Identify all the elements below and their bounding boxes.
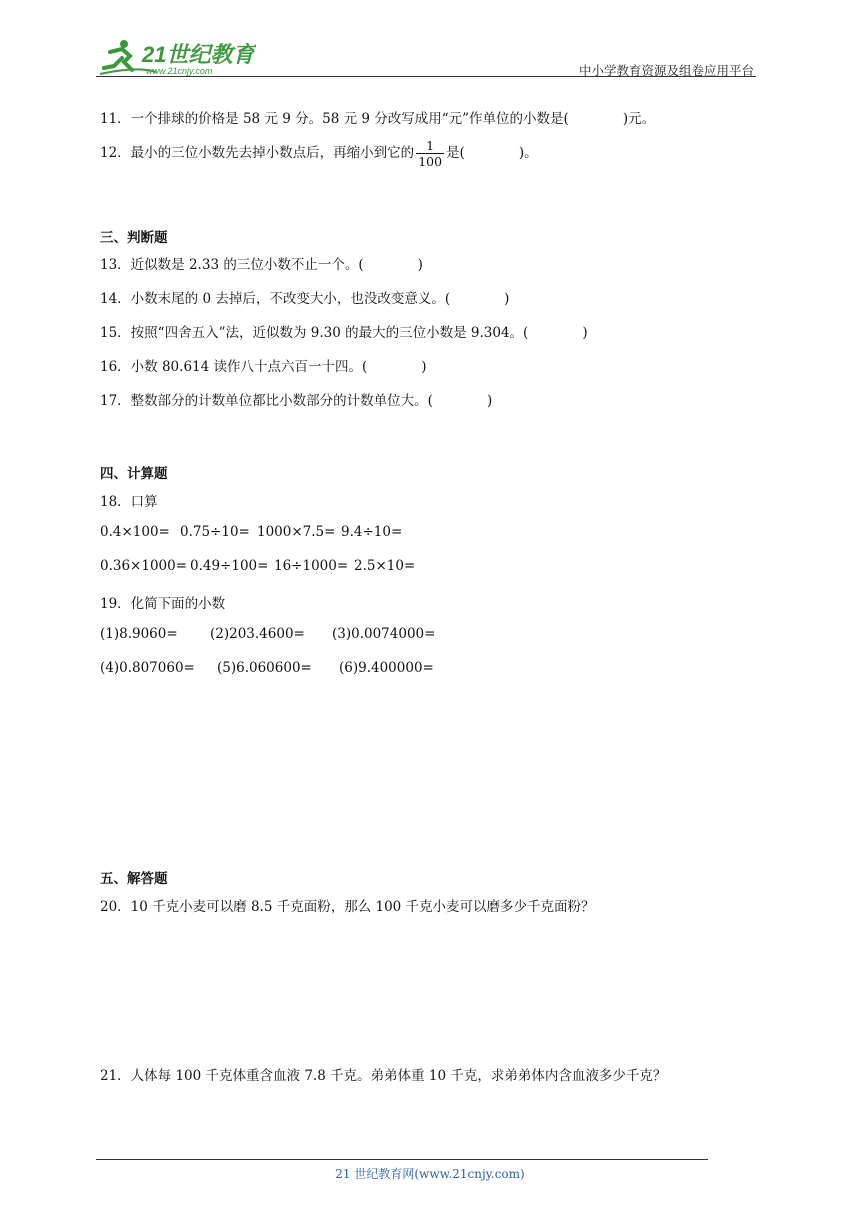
oral-calc-row-2	[100, 558, 415, 574]
calc-item: 1000×7.5=	[257, 524, 336, 540]
question-21: 21．人体每 100 千克体重含血液 7.8 千克。弟弟体重 10 千克，求弟弟体内含血液多少千克？	[100, 1068, 667, 1084]
footer-divider	[96, 1159, 708, 1160]
simplify-item: (2)203.4600=	[210, 626, 305, 642]
calc-item: 0.4×100=	[100, 524, 170, 540]
simplify-item: (1)8.9060=	[100, 626, 178, 642]
question-16: 16．小数 80.614 读作八十点六百一十四。( )	[100, 359, 427, 375]
question-15: 15．按照“四舍五入”法，近似数为 9.30 的最大的三位小数是 9.304。( )	[100, 325, 588, 341]
oral-calc-row-1	[100, 524, 402, 540]
question-12	[100, 136, 538, 170]
logo-url: www.21cnjy.com	[146, 66, 213, 76]
platform-name: 中小学教育资源及组卷应用平台	[578, 63, 754, 78]
calc-item: 2.5×10=	[354, 558, 416, 574]
question-19: 19．化简下面的小数	[100, 596, 226, 612]
simplify-item: (6)9.400000=	[339, 660, 434, 676]
simplify-item: (4)0.807060=	[100, 660, 195, 676]
fraction-numerator: 1	[426, 138, 435, 153]
fraction-denominator: 100	[418, 154, 443, 169]
question-18: 18．口算	[100, 494, 158, 510]
fraction-one-hundredth	[416, 138, 444, 169]
simplify-row-2	[100, 660, 434, 676]
question-20: 20．10 千克小麦可以磨 8.5 千克面粉，那么 100 千克小麦可以磨多少千克面粉？	[100, 899, 595, 915]
question-12-text-before: 12．最小的三位小数先去掉小数点后，再缩小到它的	[100, 145, 415, 161]
calc-item: 0.75÷10=	[180, 524, 250, 540]
header-divider	[96, 76, 756, 77]
question-12-text-after: 是( )。	[446, 145, 538, 161]
calc-item: 0.49÷100=	[190, 558, 269, 574]
question-14: 14．小数末尾的 0 去掉后，不改变大小，也没改变意义。( )	[100, 291, 510, 307]
calc-item: 0.36×1000=	[100, 558, 188, 574]
question-11: 11．一个排球的价格是 58 元 9 分。58 元 9 分改写成用“元”作单位的小数是( )元。	[100, 111, 656, 127]
section-3-title: 三、判断题	[100, 230, 168, 246]
question-17: 17．整数部分的计数单位都比小数部分的计数单位大。( )	[100, 393, 493, 409]
simplify-item: (3)0.0074000=	[332, 626, 436, 642]
section-4-title: 四、计算题	[100, 466, 168, 482]
question-13: 13．近似数是 2.33 的三位小数不止一个。( )	[100, 257, 423, 273]
site-logo	[96, 36, 256, 80]
simplify-row-1	[100, 626, 435, 642]
simplify-item: (5)6.060600=	[217, 660, 312, 676]
section-5-title: 五、解答题	[100, 871, 168, 887]
calc-item: 16÷1000=	[274, 558, 349, 574]
calc-item: 9.4÷10=	[341, 524, 403, 540]
logo-text: 21世纪教育	[142, 42, 255, 67]
footer-link[interactable]: 21 世纪教育网(www.21cnjy.com)	[335, 1167, 525, 1181]
